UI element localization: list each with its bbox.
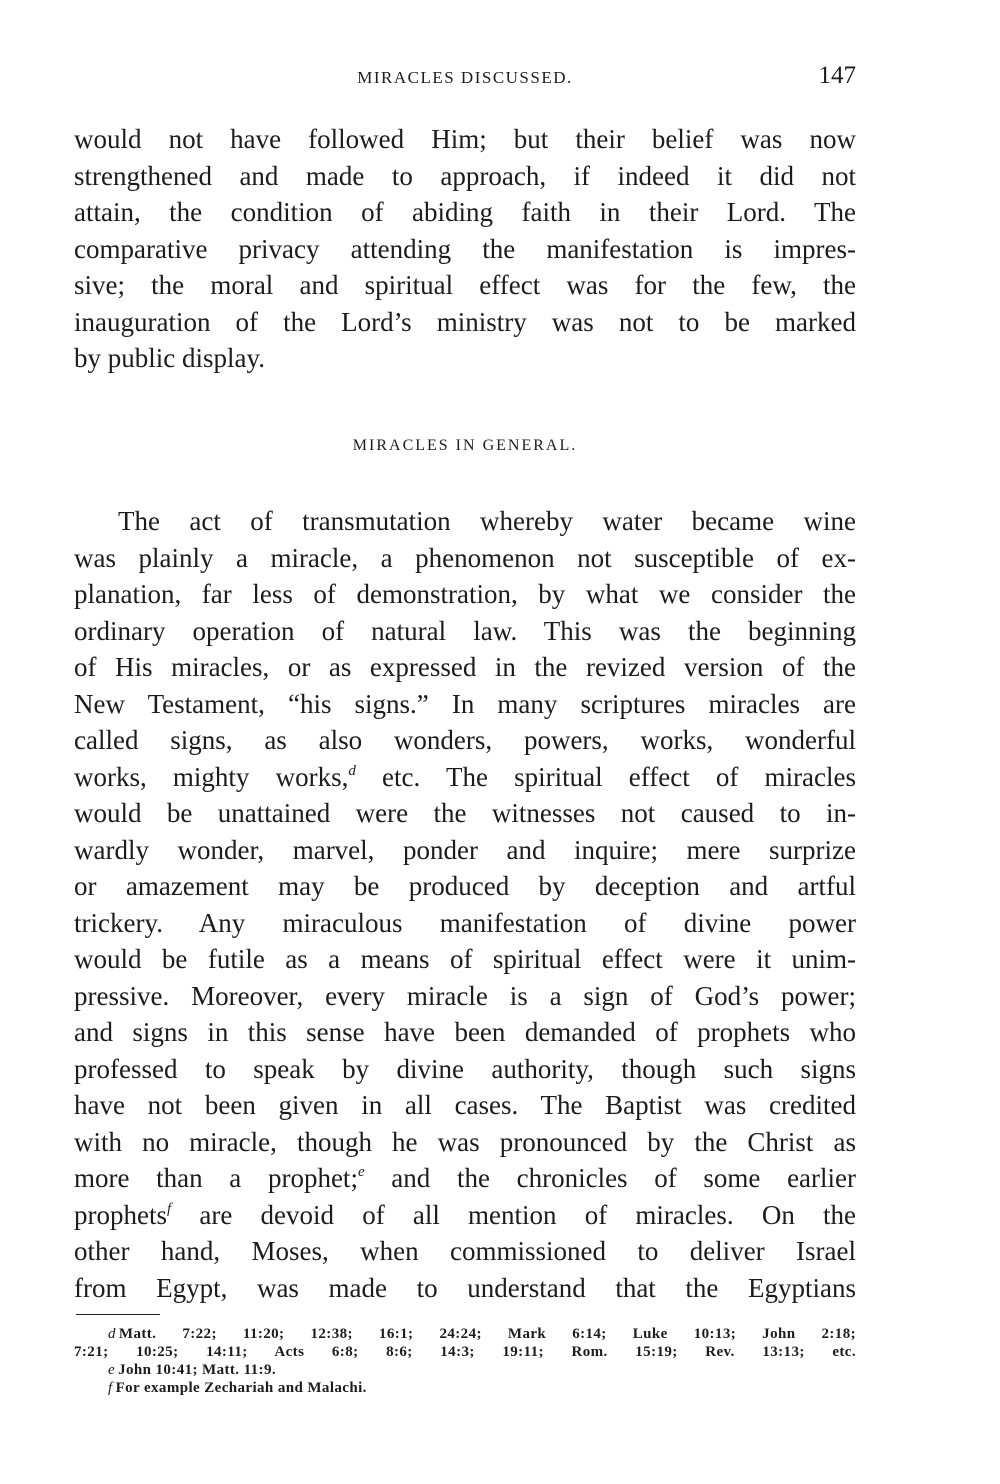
running-head [74, 62, 856, 92]
text-line: from Egypt, was made to understand that the Egyptians [74, 1272, 856, 1303]
footnote-mark: e [108, 1362, 116, 1378]
text-line: other hand, Moses, when commissioned to deliver Israel [74, 1236, 856, 1266]
text-segment: works, mighty works, [74, 761, 349, 792]
page-number: 147 [818, 62, 856, 89]
footnote-text: For example Zechariah and Malachi. [115, 1380, 367, 1396]
running-title: MIRACLES DISCUSSED. [357, 68, 573, 87]
footnote-ref-e[interactable]: e [357, 1164, 365, 1180]
paragraph-continued [74, 121, 856, 377]
footnote-d-continued: 7:21; 10:25; 14:11; Acts 6:8; 8:6; 14:3; 19:11; Rom. 15:19; Rev. 13:13; etc. [74, 1344, 856, 1360]
text-segment: are devoid of all mention of miracles. On the [199, 1199, 857, 1230]
text-line: inauguration of the Lord’s ministry was not to be marked [74, 306, 856, 337]
text-line: New Testament, “his signs.” In many scriptures miracles are [74, 688, 856, 719]
footnote-d [74, 1325, 856, 1343]
text-line: have not been given in all cases. The Baptist was credited [74, 1090, 856, 1120]
footnote-mark: d [108, 1326, 116, 1342]
text-line: would be unattained were the witnesses not caused to in- [74, 798, 856, 828]
text-line: was plainly a miracle, a phenomenon not susceptible of ex- [74, 542, 856, 573]
footnote-mark: f [108, 1380, 113, 1396]
text-line [74, 1197, 856, 1234]
text-line: pressive. Moreover, every miracle is a sign of God’s power; [74, 980, 856, 1011]
footnote-ref-f[interactable]: f [166, 1200, 172, 1217]
text-line: The act of transmutation whereby water became wine [118, 506, 856, 536]
footnote-text: John 10:41; Matt. 11:9. [118, 1362, 277, 1378]
footnote-f [74, 1379, 856, 1397]
text-line: ordinary operation of natural law. This was the beginning [74, 615, 856, 646]
text-line: trickery. Any miraculous manifestation of divine power [74, 907, 856, 938]
text-line: attain, the condition of abiding faith in their Lord. The [74, 197, 856, 227]
text-line: of His miracles, or as expressed in the revized version of the [74, 652, 856, 682]
text-line: with no miracle, though he was pronounced by the Christ as [74, 1126, 856, 1157]
text-line: would not have followed Him; but their belief was now [74, 124, 856, 154]
paragraph-miracles [74, 503, 856, 1306]
text-line: or amazement may be produced by deception and artful [74, 871, 856, 901]
footnote-ref-d[interactable]: d [348, 762, 356, 779]
footnote-text: Matt. 7:22; 11:20; 12:38; 16:1; 24:24; Mark 6:14; Luke 10:13; John 2:18; [118, 1326, 856, 1342]
text-line: by public display. [74, 343, 265, 373]
footnote-divider [76, 1314, 160, 1315]
footnote-e [74, 1361, 856, 1379]
text-line: planation, far less of demonstration, by what we consider the [74, 579, 856, 609]
text-line: professed to speak by divine authority, though such signs [74, 1053, 856, 1084]
footnotes [74, 1325, 856, 1397]
text-segment: etc. The spiritual effect of miracles [382, 761, 857, 792]
text-line: comparative privacy attending the manifestation is impres- [74, 233, 856, 264]
text-line: called signs, as also wonders, powers, works, wonderful [74, 725, 856, 755]
text-line [74, 1160, 856, 1197]
text-line: strengthened and made to approach, if indeed it did not [74, 160, 856, 191]
text-segment: more than a prophet; [74, 1163, 358, 1193]
text-line: would be futile as a means of spiritual effect were it unim- [74, 944, 856, 974]
text-segment: prophets [74, 1199, 167, 1230]
text-segment: and the chronicles of some earlier [391, 1163, 856, 1193]
text-line: sive; the moral and spiritual effect was for the few, the [74, 270, 856, 300]
text-line [74, 759, 856, 796]
text-line: wardly wonder, marvel, ponder and inquire; mere surprize [74, 834, 856, 865]
section-heading: MIRACLES IN GENERAL. [352, 437, 578, 454]
text-line: and signs in this sense have been demanded of prophets who [74, 1017, 856, 1047]
